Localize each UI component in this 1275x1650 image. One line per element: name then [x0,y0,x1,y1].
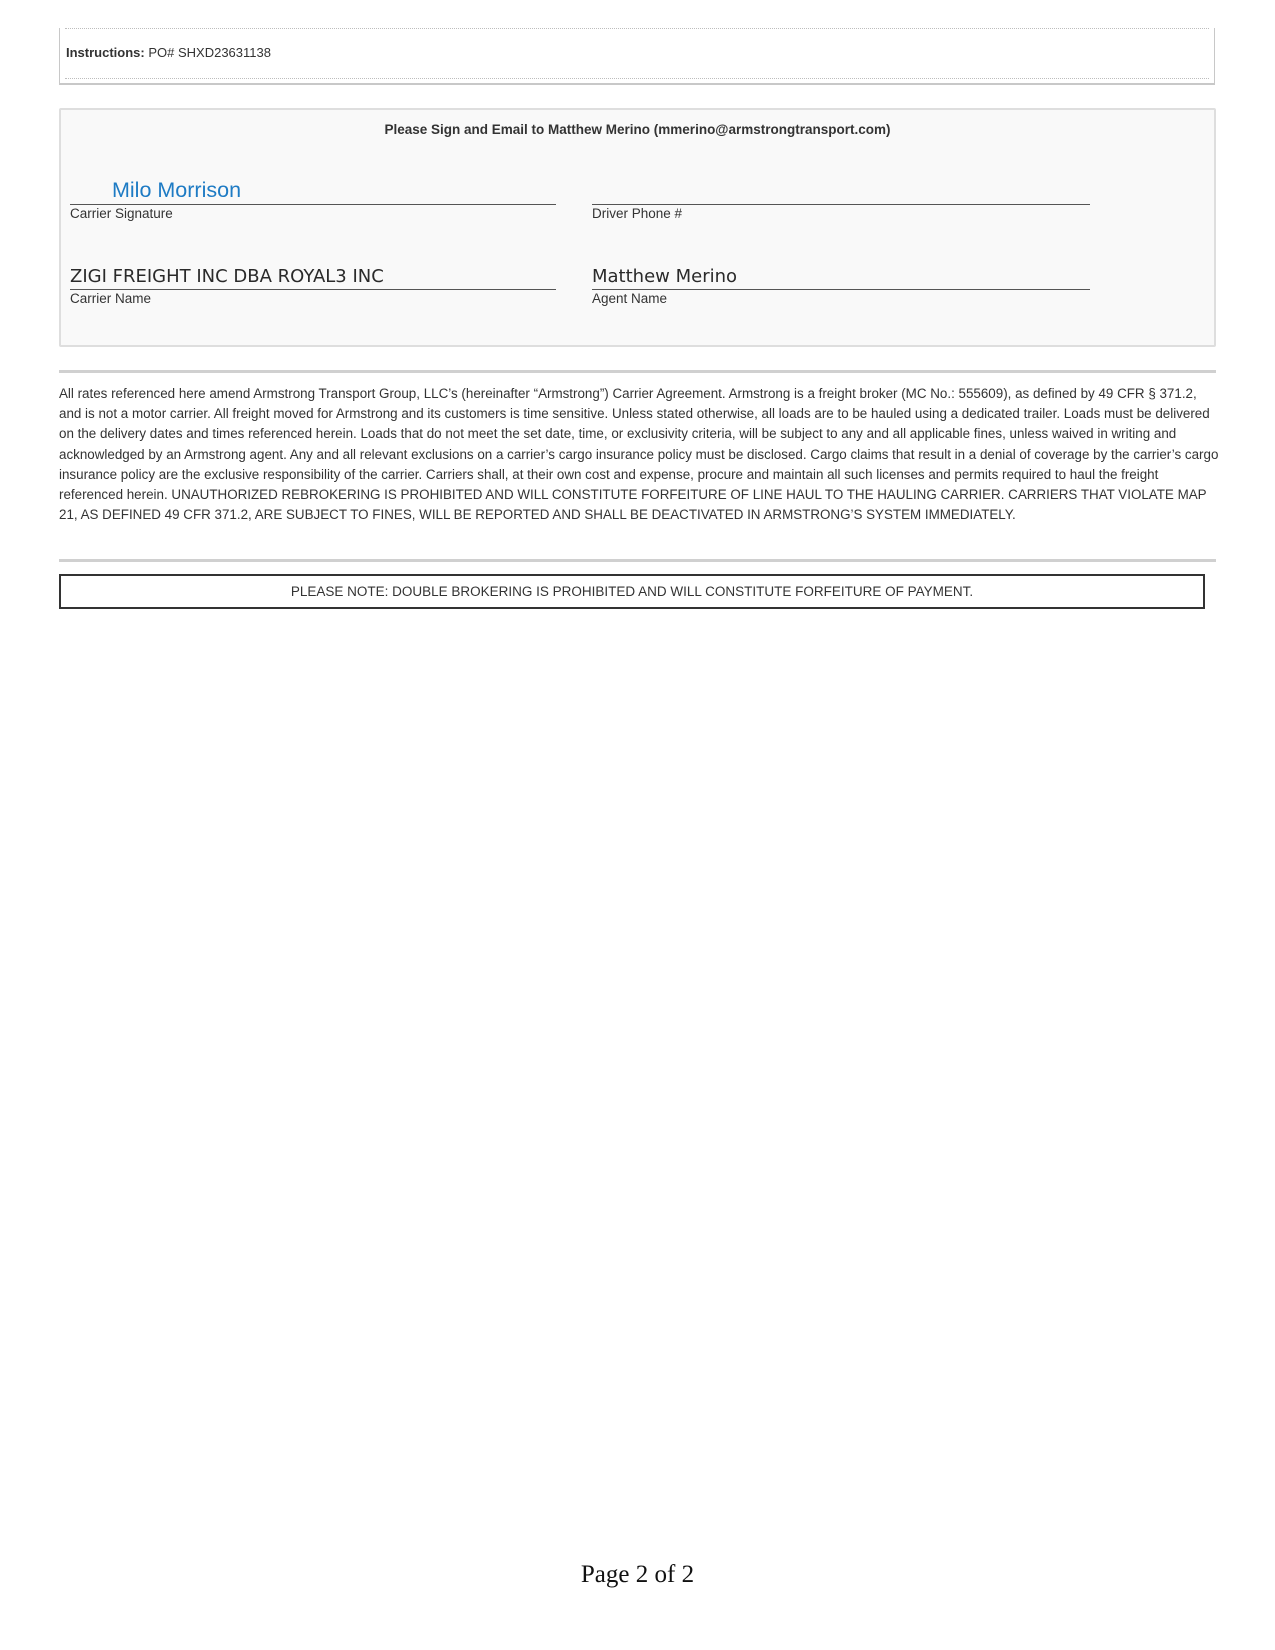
instructions-label: Instructions: [66,45,145,60]
terms-top-divider [59,370,1216,373]
driver-phone-line [592,204,1090,205]
page-number: Page 2 of 2 [580,1561,695,1588]
terms-bottom-divider [59,559,1216,562]
carrier-name-line [70,289,556,290]
instructions-line [66,45,271,61]
signature-header: Please Sign and Email to Matthew Merino (mmerino@armstrongtransport.com) [384,122,891,137]
terms-paragraph: All rates referenced here amend Armstrong Transport Group, LLC’s (hereinafter “Armstrong”) Carrier Agreement. Armstrong is a freight broker (MC No.: 555609), as defined by 49 CFR § 371.2, and is not a motor carrier. All freight moved for Armstrong and its customers is time sensitive. Unless stated otherwise, all loads are to be hauled using a dedicated trailer. Loads must be delivered on the delivery dates and times referenced herein. Loads that do not meet the set date, time, or exclusivity criteria, will be subject to any and all applicable fines, unless waived in writing and acknowledged by an Armstrong agent. Any and all relevant exclusions on a carrier’s cargo insurance policy must be disclosed. Cargo claims that result in a denial of coverage by the carrier’s cargo insurance policy are the exclusive responsibility of the carrier. Carriers shall, at their own cost and expense, procure and maintain all such licenses and permits required to haul the freight referenced herein. UNAUTHORIZED REBROKERING IS PROHIBITED AND WILL CONSTITUTE FORFEITURE OF LINE HAUL TO THE HAULING CARRIER. CARRIERS THAT VIOLATE MAP 21, AS DEFINED 49 CFR 371.2, ARE SUBJECT TO FINES, WILL BE REPORTED AND SHALL BE DEACTIVATED IN ARMSTRONG’S SYSTEM IMMEDIATELY. [59,386,1219,523]
carrier-signature-value: Milo Morrison [112,178,242,202]
signature-line [70,204,556,205]
double-brokering-note: PLEASE NOTE: DOUBLE BROKERING IS PROHIBITED AND WILL CONSTITUTE FORFEITURE OF PAYMENT. [59,574,1205,609]
agent-name-line [592,289,1090,290]
signature-section [59,108,1216,347]
agent-name-value: Matthew Merino [592,266,738,287]
instructions-value: PO# SHXD23631138 [148,45,271,60]
driver-phone-caption: Driver Phone # [592,206,683,221]
carrier-name-caption: Carrier Name [70,291,152,306]
dotted-divider [65,28,1209,29]
carrier-signature-field[interactable] [70,170,556,221]
agent-name-field[interactable] [592,255,1090,306]
dotted-divider [65,78,1209,79]
carrier-name-value: ZIGI FREIGHT INC DBA ROYAL3 INC [70,266,384,287]
carrier-name-field[interactable] [70,255,556,306]
agent-name-caption: Agent Name [592,291,668,306]
instructions-box [59,28,1215,85]
carrier-signature-caption: Carrier Signature [70,206,173,221]
driver-phone-field[interactable] [592,170,1090,221]
